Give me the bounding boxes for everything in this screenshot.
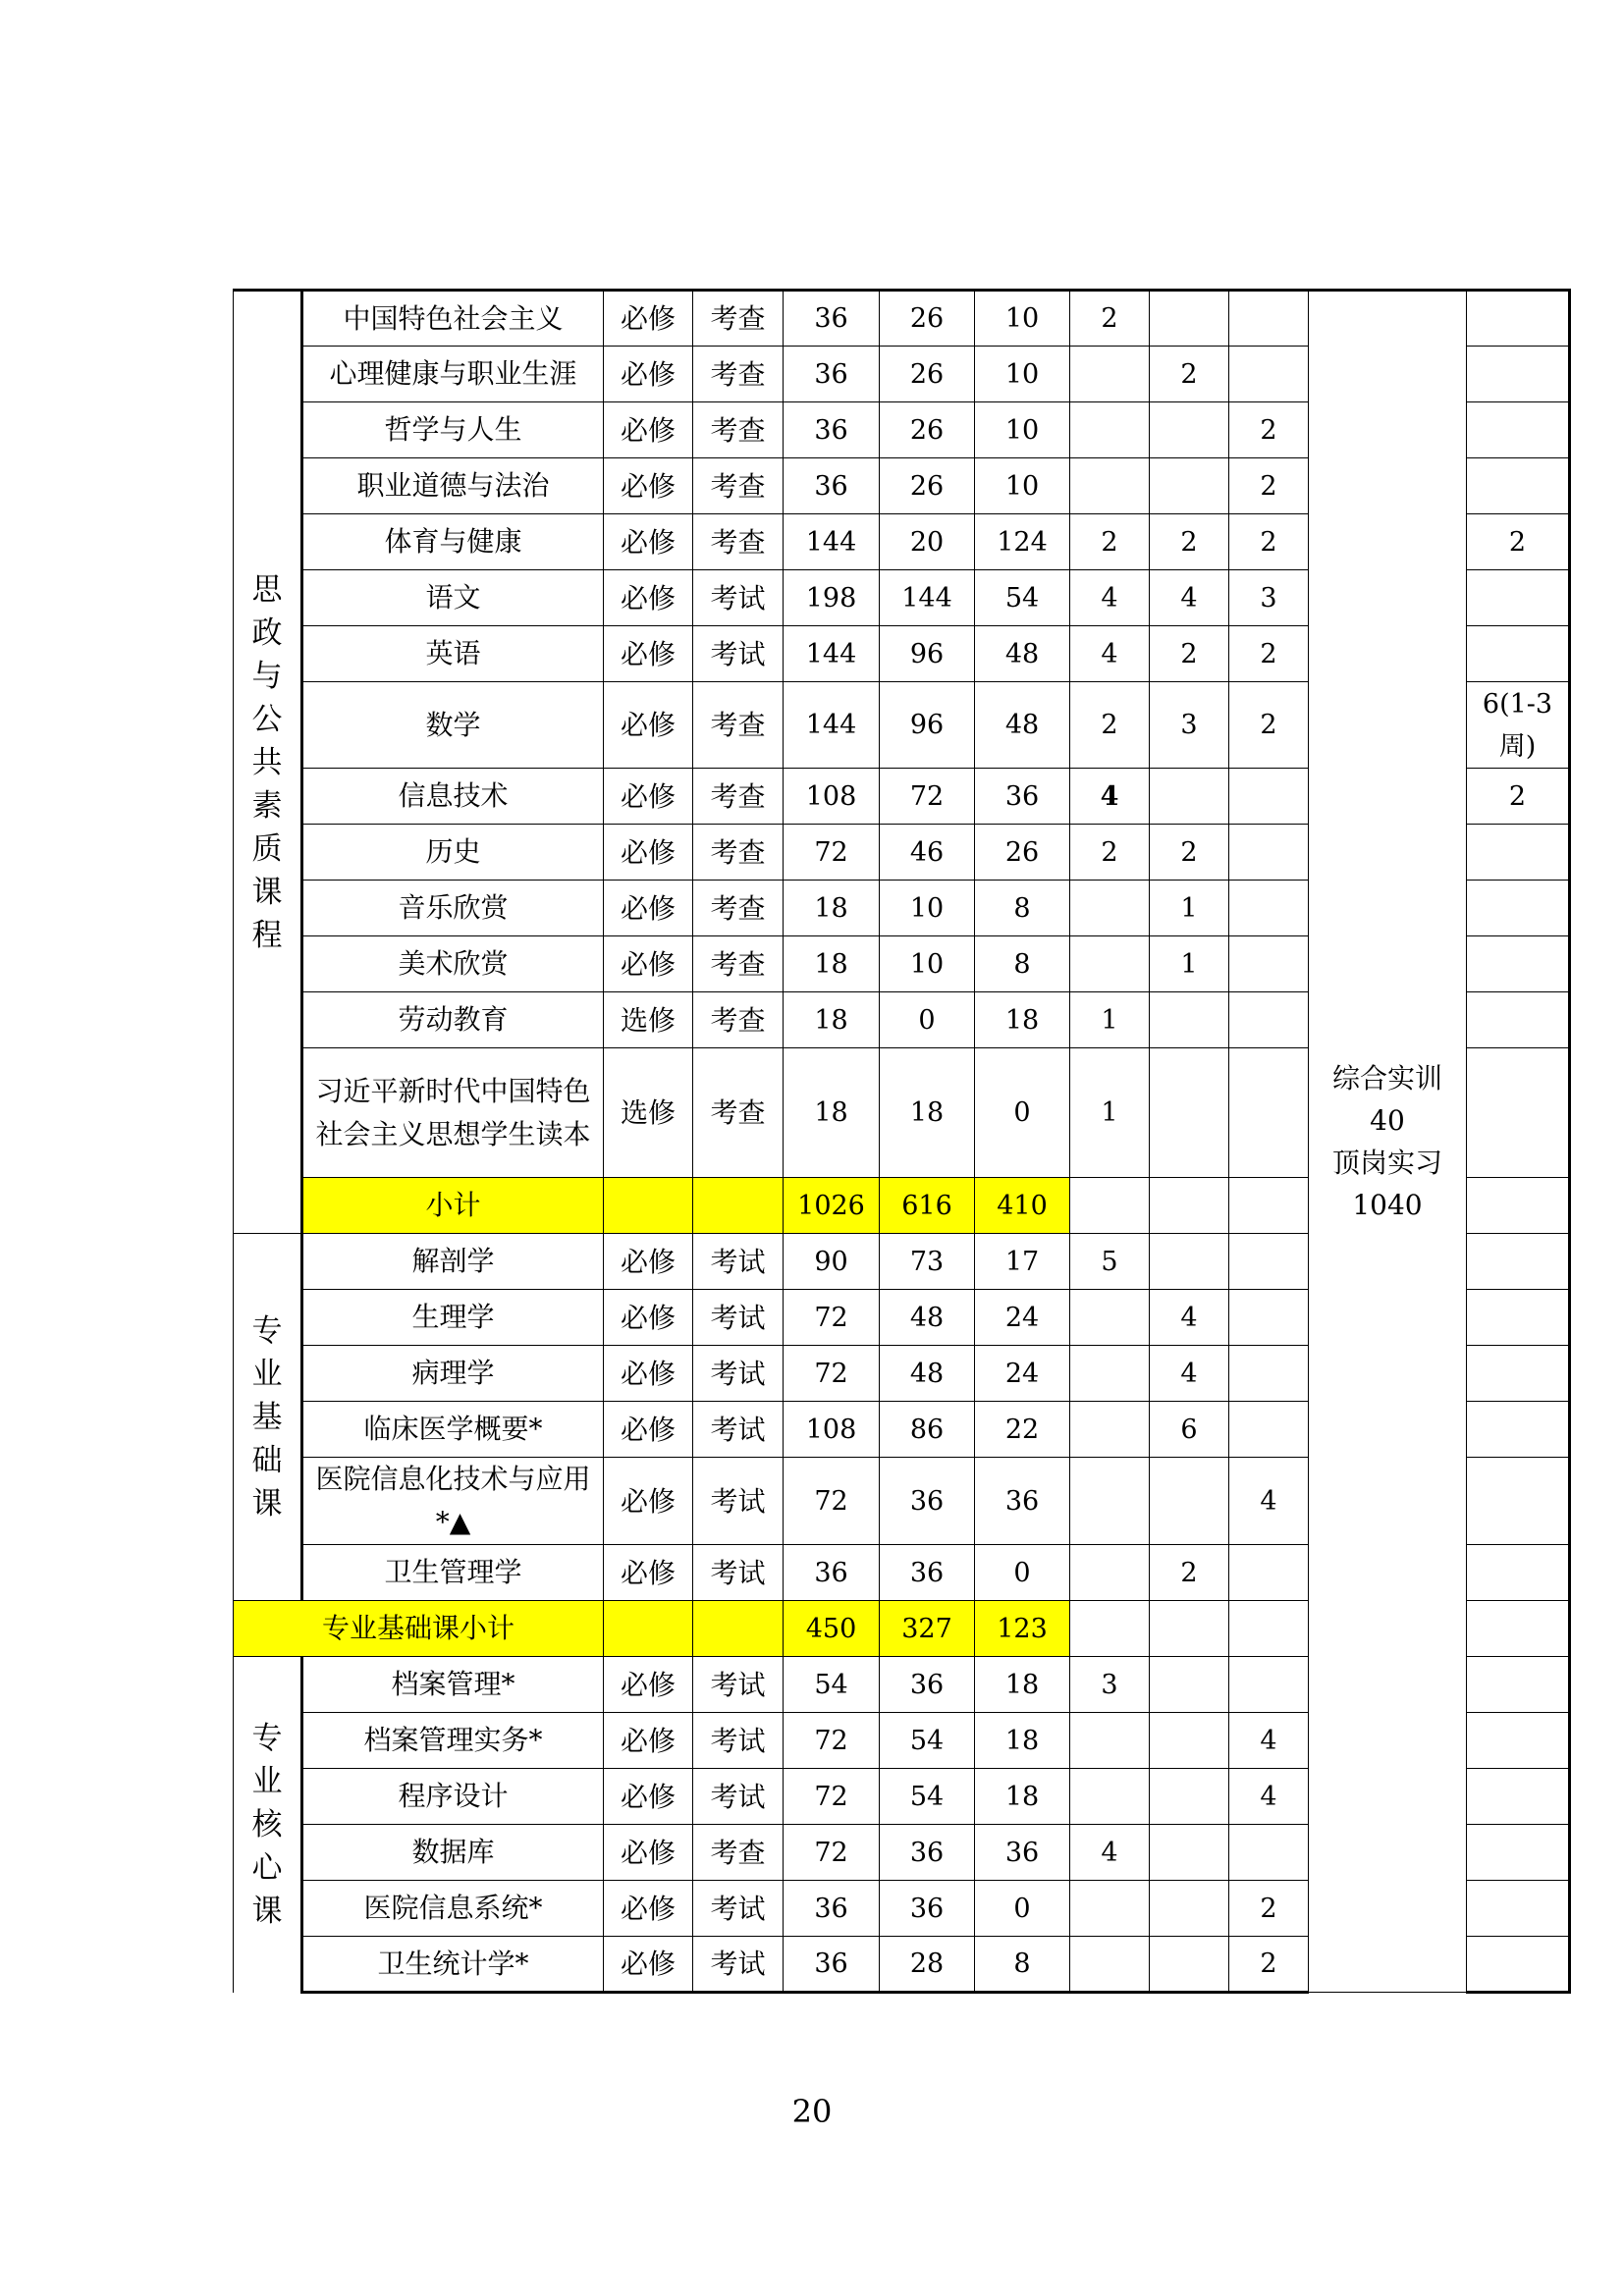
- extra-hours: [1467, 1881, 1570, 1937]
- assessment-method: 考查: [693, 682, 784, 769]
- course-name: 英语: [302, 626, 604, 682]
- course-type: 必修: [604, 1657, 693, 1713]
- total-hours: 18: [784, 1048, 880, 1178]
- subtotal-extra: [1467, 1601, 1570, 1657]
- theory-hours: 96: [880, 626, 975, 682]
- extra-hours: [1467, 291, 1570, 347]
- course-type: 必修: [604, 1458, 693, 1545]
- semester-3-hours: [1229, 1402, 1309, 1458]
- assessment-method: 考试: [693, 1346, 784, 1402]
- semester-1-hours: [1070, 402, 1150, 458]
- semester-2-hours: 4: [1150, 1290, 1229, 1346]
- semester-2-hours: [1150, 1713, 1229, 1769]
- total-hours: 72: [784, 1713, 880, 1769]
- practice-hours: 36: [975, 1458, 1070, 1545]
- semester-2-hours: [1150, 402, 1229, 458]
- semester-1-hours: [1070, 1402, 1150, 1458]
- practice-block-line: 顶岗实习: [1331, 1147, 1442, 1179]
- theory-hours: 26: [880, 458, 975, 514]
- semester-2-hours: [1150, 992, 1229, 1048]
- course-name: 临床医学概要*: [302, 1402, 604, 1458]
- semester-2-hours: [1150, 1825, 1229, 1881]
- theory-hours: 26: [880, 402, 975, 458]
- course-type: 必修: [604, 1346, 693, 1402]
- semester-3-hours: [1229, 881, 1309, 936]
- assessment-method: 考试: [693, 1937, 784, 1993]
- extra-hours: [1467, 825, 1570, 881]
- theory-hours: 36: [880, 1825, 975, 1881]
- extra-hours: [1467, 1458, 1570, 1545]
- practice-hours: 0: [975, 1048, 1070, 1178]
- subtotal-label: 小计: [302, 1178, 604, 1234]
- curriculum-table: [233, 289, 1571, 1994]
- practice-hours: 124: [975, 514, 1070, 570]
- total-hours: 144: [784, 514, 880, 570]
- semester-1-hours: [1070, 347, 1150, 402]
- semester-1-hours: 4: [1070, 626, 1150, 682]
- extra-hours: [1467, 1234, 1570, 1290]
- semester-2-hours: 6: [1150, 1402, 1229, 1458]
- course-name: 档案管理*: [302, 1657, 604, 1713]
- total-hours: 144: [784, 682, 880, 769]
- course-name: 体育与健康: [302, 514, 604, 570]
- subtotal-semester-1: [1070, 1601, 1150, 1657]
- assessment-method: 考查: [693, 291, 784, 347]
- semester-2-hours: [1150, 1458, 1229, 1545]
- semester-2-hours: [1150, 1048, 1229, 1178]
- assessment-method: 考查: [693, 1048, 784, 1178]
- total-hours: 36: [784, 347, 880, 402]
- extra-hours: [1467, 570, 1570, 626]
- semester-3-hours: 2: [1229, 514, 1309, 570]
- semester-3-hours: 2: [1229, 1881, 1309, 1937]
- theory-hours: 36: [880, 1458, 975, 1545]
- practice-hours: 24: [975, 1290, 1070, 1346]
- subtotal-assess-empty: [693, 1601, 784, 1657]
- theory-hours: 72: [880, 769, 975, 825]
- semester-2-hours: 3: [1150, 682, 1229, 769]
- semester-3-hours: [1229, 1657, 1309, 1713]
- extra-hours: [1467, 1937, 1570, 1993]
- theory-hours: 48: [880, 1290, 975, 1346]
- semester-3-hours: 2: [1229, 458, 1309, 514]
- semester-1-hours: 1: [1070, 992, 1150, 1048]
- practice-hours: 8: [975, 1937, 1070, 1993]
- course-type: 必修: [604, 769, 693, 825]
- semester-1-hours: 4: [1070, 1825, 1150, 1881]
- total-hours: 72: [784, 825, 880, 881]
- course-name: 劳动教育: [302, 992, 604, 1048]
- theory-hours: 144: [880, 570, 975, 626]
- assessment-method: 考查: [693, 936, 784, 992]
- course-name: 生理学: [302, 1290, 604, 1346]
- subtotal-type-empty: [604, 1601, 693, 1657]
- course-type: 必修: [604, 1713, 693, 1769]
- category-cell: [234, 1234, 302, 1601]
- practice-hours: 18: [975, 1657, 1070, 1713]
- semester-3-hours: [1229, 1545, 1309, 1601]
- assessment-method: 考查: [693, 402, 784, 458]
- extra-hours: [1467, 1713, 1570, 1769]
- semester-2-hours: 4: [1150, 1346, 1229, 1402]
- semester-1-hours: [1070, 1545, 1150, 1601]
- assessment-method: 考查: [693, 881, 784, 936]
- semester-3-hours: [1229, 347, 1309, 402]
- extra-hours: [1467, 1048, 1570, 1178]
- course-name: 医院信息化技术与应用*▲: [302, 1458, 604, 1545]
- course-type: 必修: [604, 570, 693, 626]
- semester-1-hours: [1070, 881, 1150, 936]
- total-hours: 18: [784, 881, 880, 936]
- practice-hours: 10: [975, 458, 1070, 514]
- total-hours: 72: [784, 1290, 880, 1346]
- course-name: 数学: [302, 682, 604, 769]
- semester-2-hours: 1: [1150, 881, 1229, 936]
- assessment-method: 考试: [693, 626, 784, 682]
- assessment-method: 考试: [693, 1458, 784, 1545]
- subtotal-semester-3: [1229, 1178, 1309, 1234]
- extra-hours: [1467, 881, 1570, 936]
- course-type: 必修: [604, 881, 693, 936]
- course-type: 必修: [604, 936, 693, 992]
- total-hours: 144: [784, 626, 880, 682]
- total-hours: 72: [784, 1458, 880, 1545]
- assessment-method: 考试: [693, 1402, 784, 1458]
- semester-1-hours: [1070, 1713, 1150, 1769]
- semester-2-hours: 2: [1150, 347, 1229, 402]
- semester-1-hours: 4: [1070, 570, 1150, 626]
- semester-3-hours: 4: [1229, 1713, 1309, 1769]
- theory-hours: 96: [880, 682, 975, 769]
- course-name: 语文: [302, 570, 604, 626]
- course-name: 信息技术: [302, 769, 604, 825]
- semester-2-hours: [1150, 1769, 1229, 1825]
- practice-hours: 0: [975, 1545, 1070, 1601]
- semester-1-hours: [1070, 1881, 1150, 1937]
- course-type: 必修: [604, 291, 693, 347]
- total-hours: 36: [784, 458, 880, 514]
- practice-hours: 26: [975, 825, 1070, 881]
- semester-2-hours: 2: [1150, 514, 1229, 570]
- semester-3-hours: 2: [1229, 402, 1309, 458]
- course-name: 习近平新时代中国特色社会主义思想学生读本: [302, 1048, 604, 1178]
- semester-3-hours: 4: [1229, 1458, 1309, 1545]
- course-type: 选修: [604, 992, 693, 1048]
- assessment-method: 考查: [693, 825, 784, 881]
- practice-block: [1309, 291, 1467, 1993]
- semester-3-hours: 3: [1229, 570, 1309, 626]
- semester-2-hours: [1150, 458, 1229, 514]
- theory-hours: 54: [880, 1769, 975, 1825]
- category-label: 思政与公共素质课程: [251, 571, 283, 953]
- semester-3-hours: 2: [1229, 626, 1309, 682]
- extra-hours: [1467, 458, 1570, 514]
- extra-hours: [1467, 992, 1570, 1048]
- semester-1-hours: [1070, 1458, 1150, 1545]
- course-type: 必修: [604, 1881, 693, 1937]
- semester-2-hours: 2: [1150, 626, 1229, 682]
- practice-hours: 54: [975, 570, 1070, 626]
- extra-hours: [1467, 1657, 1570, 1713]
- extra-hours: [1467, 1346, 1570, 1402]
- semester-3-hours: 4: [1229, 1769, 1309, 1825]
- semester-1-hours: [1070, 1937, 1150, 1993]
- semester-2-hours: 2: [1150, 1545, 1229, 1601]
- course-name: 卫生统计学*: [302, 1937, 604, 1993]
- practice-hours: 17: [975, 1234, 1070, 1290]
- semester-1-hours: 5: [1070, 1234, 1150, 1290]
- practice-hours: 48: [975, 682, 1070, 769]
- theory-hours: 0: [880, 992, 975, 1048]
- total-hours: 36: [784, 1937, 880, 1993]
- semester-1-hours: 2: [1070, 825, 1150, 881]
- course-name: 心理健康与职业生涯: [302, 347, 604, 402]
- course-name: 美术欣赏: [302, 936, 604, 992]
- subtotal-practice-hours: 410: [975, 1178, 1070, 1234]
- extra-hours: [1467, 1825, 1570, 1881]
- total-hours: 36: [784, 1545, 880, 1601]
- extra-hours: [1467, 402, 1570, 458]
- course-name: 病理学: [302, 1346, 604, 1402]
- table-row: [234, 291, 1570, 347]
- course-name: 数据库: [302, 1825, 604, 1881]
- semester-2-hours: [1150, 769, 1229, 825]
- assessment-method: 考查: [693, 1825, 784, 1881]
- assessment-method: 考查: [693, 992, 784, 1048]
- course-type: 必修: [604, 1234, 693, 1290]
- course-type: 必修: [604, 1290, 693, 1346]
- extra-hours: 2: [1467, 514, 1570, 570]
- course-type: 必修: [604, 514, 693, 570]
- semester-3-hours: [1229, 1290, 1309, 1346]
- extra-hours: [1467, 1290, 1570, 1346]
- theory-hours: 20: [880, 514, 975, 570]
- total-hours: 72: [784, 1769, 880, 1825]
- semester-2-hours: [1150, 1234, 1229, 1290]
- subtotal-extra: [1467, 1178, 1570, 1234]
- extra-hours: [1467, 1769, 1570, 1825]
- course-type: 必修: [604, 682, 693, 769]
- assessment-method: 考试: [693, 1290, 784, 1346]
- assessment-method: 考试: [693, 1657, 784, 1713]
- total-hours: 54: [784, 1657, 880, 1713]
- total-hours: 72: [784, 1825, 880, 1881]
- subtotal-semester-2: [1150, 1178, 1229, 1234]
- extra-hours: [1467, 347, 1570, 402]
- subtotal-label: 专业基础课小计: [234, 1601, 604, 1657]
- course-type: 必修: [604, 825, 693, 881]
- course-type: 必修: [604, 626, 693, 682]
- theory-hours: 10: [880, 936, 975, 992]
- extra-hours: [1467, 1402, 1570, 1458]
- theory-hours: 28: [880, 1937, 975, 1993]
- theory-hours: 86: [880, 1402, 975, 1458]
- semester-2-hours: [1150, 1657, 1229, 1713]
- practice-hours: 8: [975, 881, 1070, 936]
- total-hours: 36: [784, 1881, 880, 1937]
- practice-hours: 18: [975, 1769, 1070, 1825]
- total-hours: 108: [784, 769, 880, 825]
- practice-hours: 48: [975, 626, 1070, 682]
- course-name: 中国特色社会主义: [302, 291, 604, 347]
- course-type: 选修: [604, 1048, 693, 1178]
- theory-hours: 10: [880, 881, 975, 936]
- assessment-method: 考查: [693, 347, 784, 402]
- assessment-method: 考查: [693, 514, 784, 570]
- course-name: 音乐欣赏: [302, 881, 604, 936]
- practice-hours: 36: [975, 769, 1070, 825]
- subtotal-total-hours: 1026: [784, 1178, 880, 1234]
- practice-hours: 18: [975, 1713, 1070, 1769]
- category-cell: [234, 1657, 302, 1993]
- theory-hours: 36: [880, 1545, 975, 1601]
- theory-hours: 54: [880, 1713, 975, 1769]
- assessment-method: 考试: [693, 1769, 784, 1825]
- total-hours: 36: [784, 402, 880, 458]
- semester-1-hours: 2: [1070, 291, 1150, 347]
- extra-hours: [1467, 936, 1570, 992]
- total-hours: 198: [784, 570, 880, 626]
- category-label: 专业核心课: [251, 1720, 283, 1929]
- semester-3-hours: [1229, 1234, 1309, 1290]
- assessment-method: 考试: [693, 1545, 784, 1601]
- semester-3-hours: [1229, 1346, 1309, 1402]
- subtotal-semester-2: [1150, 1601, 1229, 1657]
- page-number: 20: [791, 2093, 833, 2130]
- theory-hours: 46: [880, 825, 975, 881]
- semester-3-hours: [1229, 936, 1309, 992]
- semester-3-hours: [1229, 825, 1309, 881]
- semester-1-hours: [1070, 1290, 1150, 1346]
- course-name: 卫生管理学: [302, 1545, 604, 1601]
- practice-hours: 18: [975, 992, 1070, 1048]
- theory-hours: 26: [880, 291, 975, 347]
- semester-1-hours: 2: [1070, 682, 1150, 769]
- semester-3-hours: [1229, 769, 1309, 825]
- course-type: 必修: [604, 1937, 693, 1993]
- semester-1-hours: [1070, 1346, 1150, 1402]
- subtotal-assess-empty: [693, 1178, 784, 1234]
- subtotal-semester-3: [1229, 1601, 1309, 1657]
- course-name: 程序设计: [302, 1769, 604, 1825]
- subtotal-semester-1: [1070, 1178, 1150, 1234]
- practice-hours: 24: [975, 1346, 1070, 1402]
- practice-hours: 36: [975, 1825, 1070, 1881]
- total-hours: 72: [784, 1346, 880, 1402]
- subtotal-practice-hours: 123: [975, 1601, 1070, 1657]
- total-hours: 18: [784, 936, 880, 992]
- theory-hours: 26: [880, 347, 975, 402]
- course-type: 必修: [604, 402, 693, 458]
- semester-3-hours: 2: [1229, 682, 1309, 769]
- theory-hours: 48: [880, 1346, 975, 1402]
- semester-2-hours: 2: [1150, 825, 1229, 881]
- table-body: [234, 291, 1570, 1993]
- practice-hours: 10: [975, 347, 1070, 402]
- category-cell: [234, 291, 302, 1234]
- extra-hours: 2: [1467, 769, 1570, 825]
- semester-3-hours: [1229, 1048, 1309, 1178]
- semester-1-hours: [1070, 1769, 1150, 1825]
- semester-1-hours: 1: [1070, 1048, 1150, 1178]
- semester-1-hours: 4: [1070, 769, 1150, 825]
- course-type: 必修: [604, 347, 693, 402]
- total-hours: 108: [784, 1402, 880, 1458]
- assessment-method: 考试: [693, 1234, 784, 1290]
- practice-hours: 0: [975, 1881, 1070, 1937]
- semester-1-hours: [1070, 936, 1150, 992]
- practice-hours: 22: [975, 1402, 1070, 1458]
- course-type: 必修: [604, 1545, 693, 1601]
- practice-hours: 8: [975, 936, 1070, 992]
- semester-1-hours: [1070, 458, 1150, 514]
- total-hours: 90: [784, 1234, 880, 1290]
- assessment-method: 考试: [693, 1713, 784, 1769]
- semester-2-hours: 1: [1150, 936, 1229, 992]
- subtotal-theory-hours: 327: [880, 1601, 975, 1657]
- assessment-method: 考查: [693, 458, 784, 514]
- course-type: 必修: [604, 1769, 693, 1825]
- assessment-method: 考试: [693, 570, 784, 626]
- course-name: 解剖学: [302, 1234, 604, 1290]
- semester-3-hours: 2: [1229, 1937, 1309, 1993]
- extra-hours: 6(1-3周): [1467, 682, 1570, 769]
- subtotal-type-empty: [604, 1178, 693, 1234]
- semester-3-hours: [1229, 291, 1309, 347]
- category-label: 专业基础课: [251, 1312, 283, 1522]
- extra-hours: [1467, 1545, 1570, 1601]
- semester-1-hours: 3: [1070, 1657, 1150, 1713]
- assessment-method: 考查: [693, 769, 784, 825]
- practice-hours: 10: [975, 291, 1070, 347]
- semester-2-hours: [1150, 1881, 1229, 1937]
- theory-hours: 73: [880, 1234, 975, 1290]
- semester-2-hours: 4: [1150, 570, 1229, 626]
- total-hours: 36: [784, 291, 880, 347]
- course-name: 哲学与人生: [302, 402, 604, 458]
- practice-block-line: 40: [1370, 1104, 1405, 1137]
- course-name: 职业道德与法治: [302, 458, 604, 514]
- semester-2-hours: [1150, 1937, 1229, 1993]
- practice-hours: 10: [975, 402, 1070, 458]
- semester-2-hours: [1150, 291, 1229, 347]
- theory-hours: 36: [880, 1881, 975, 1937]
- semester-1-hours: 2: [1070, 514, 1150, 570]
- total-hours: 18: [784, 992, 880, 1048]
- course-type: 必修: [604, 1825, 693, 1881]
- semester-3-hours: [1229, 1825, 1309, 1881]
- theory-hours: 36: [880, 1657, 975, 1713]
- subtotal-total-hours: 450: [784, 1601, 880, 1657]
- theory-hours: 18: [880, 1048, 975, 1178]
- practice-block-line: 综合实训: [1331, 1062, 1442, 1095]
- course-name: 历史: [302, 825, 604, 881]
- assessment-method: 考试: [693, 1881, 784, 1937]
- course-name: 医院信息系统*: [302, 1881, 604, 1937]
- practice-block-line: 1040: [1352, 1189, 1423, 1221]
- course-name: 档案管理实务*: [302, 1713, 604, 1769]
- subtotal-theory-hours: 616: [880, 1178, 975, 1234]
- course-type: 必修: [604, 458, 693, 514]
- course-type: 必修: [604, 1402, 693, 1458]
- extra-hours: [1467, 626, 1570, 682]
- semester-3-hours: [1229, 992, 1309, 1048]
